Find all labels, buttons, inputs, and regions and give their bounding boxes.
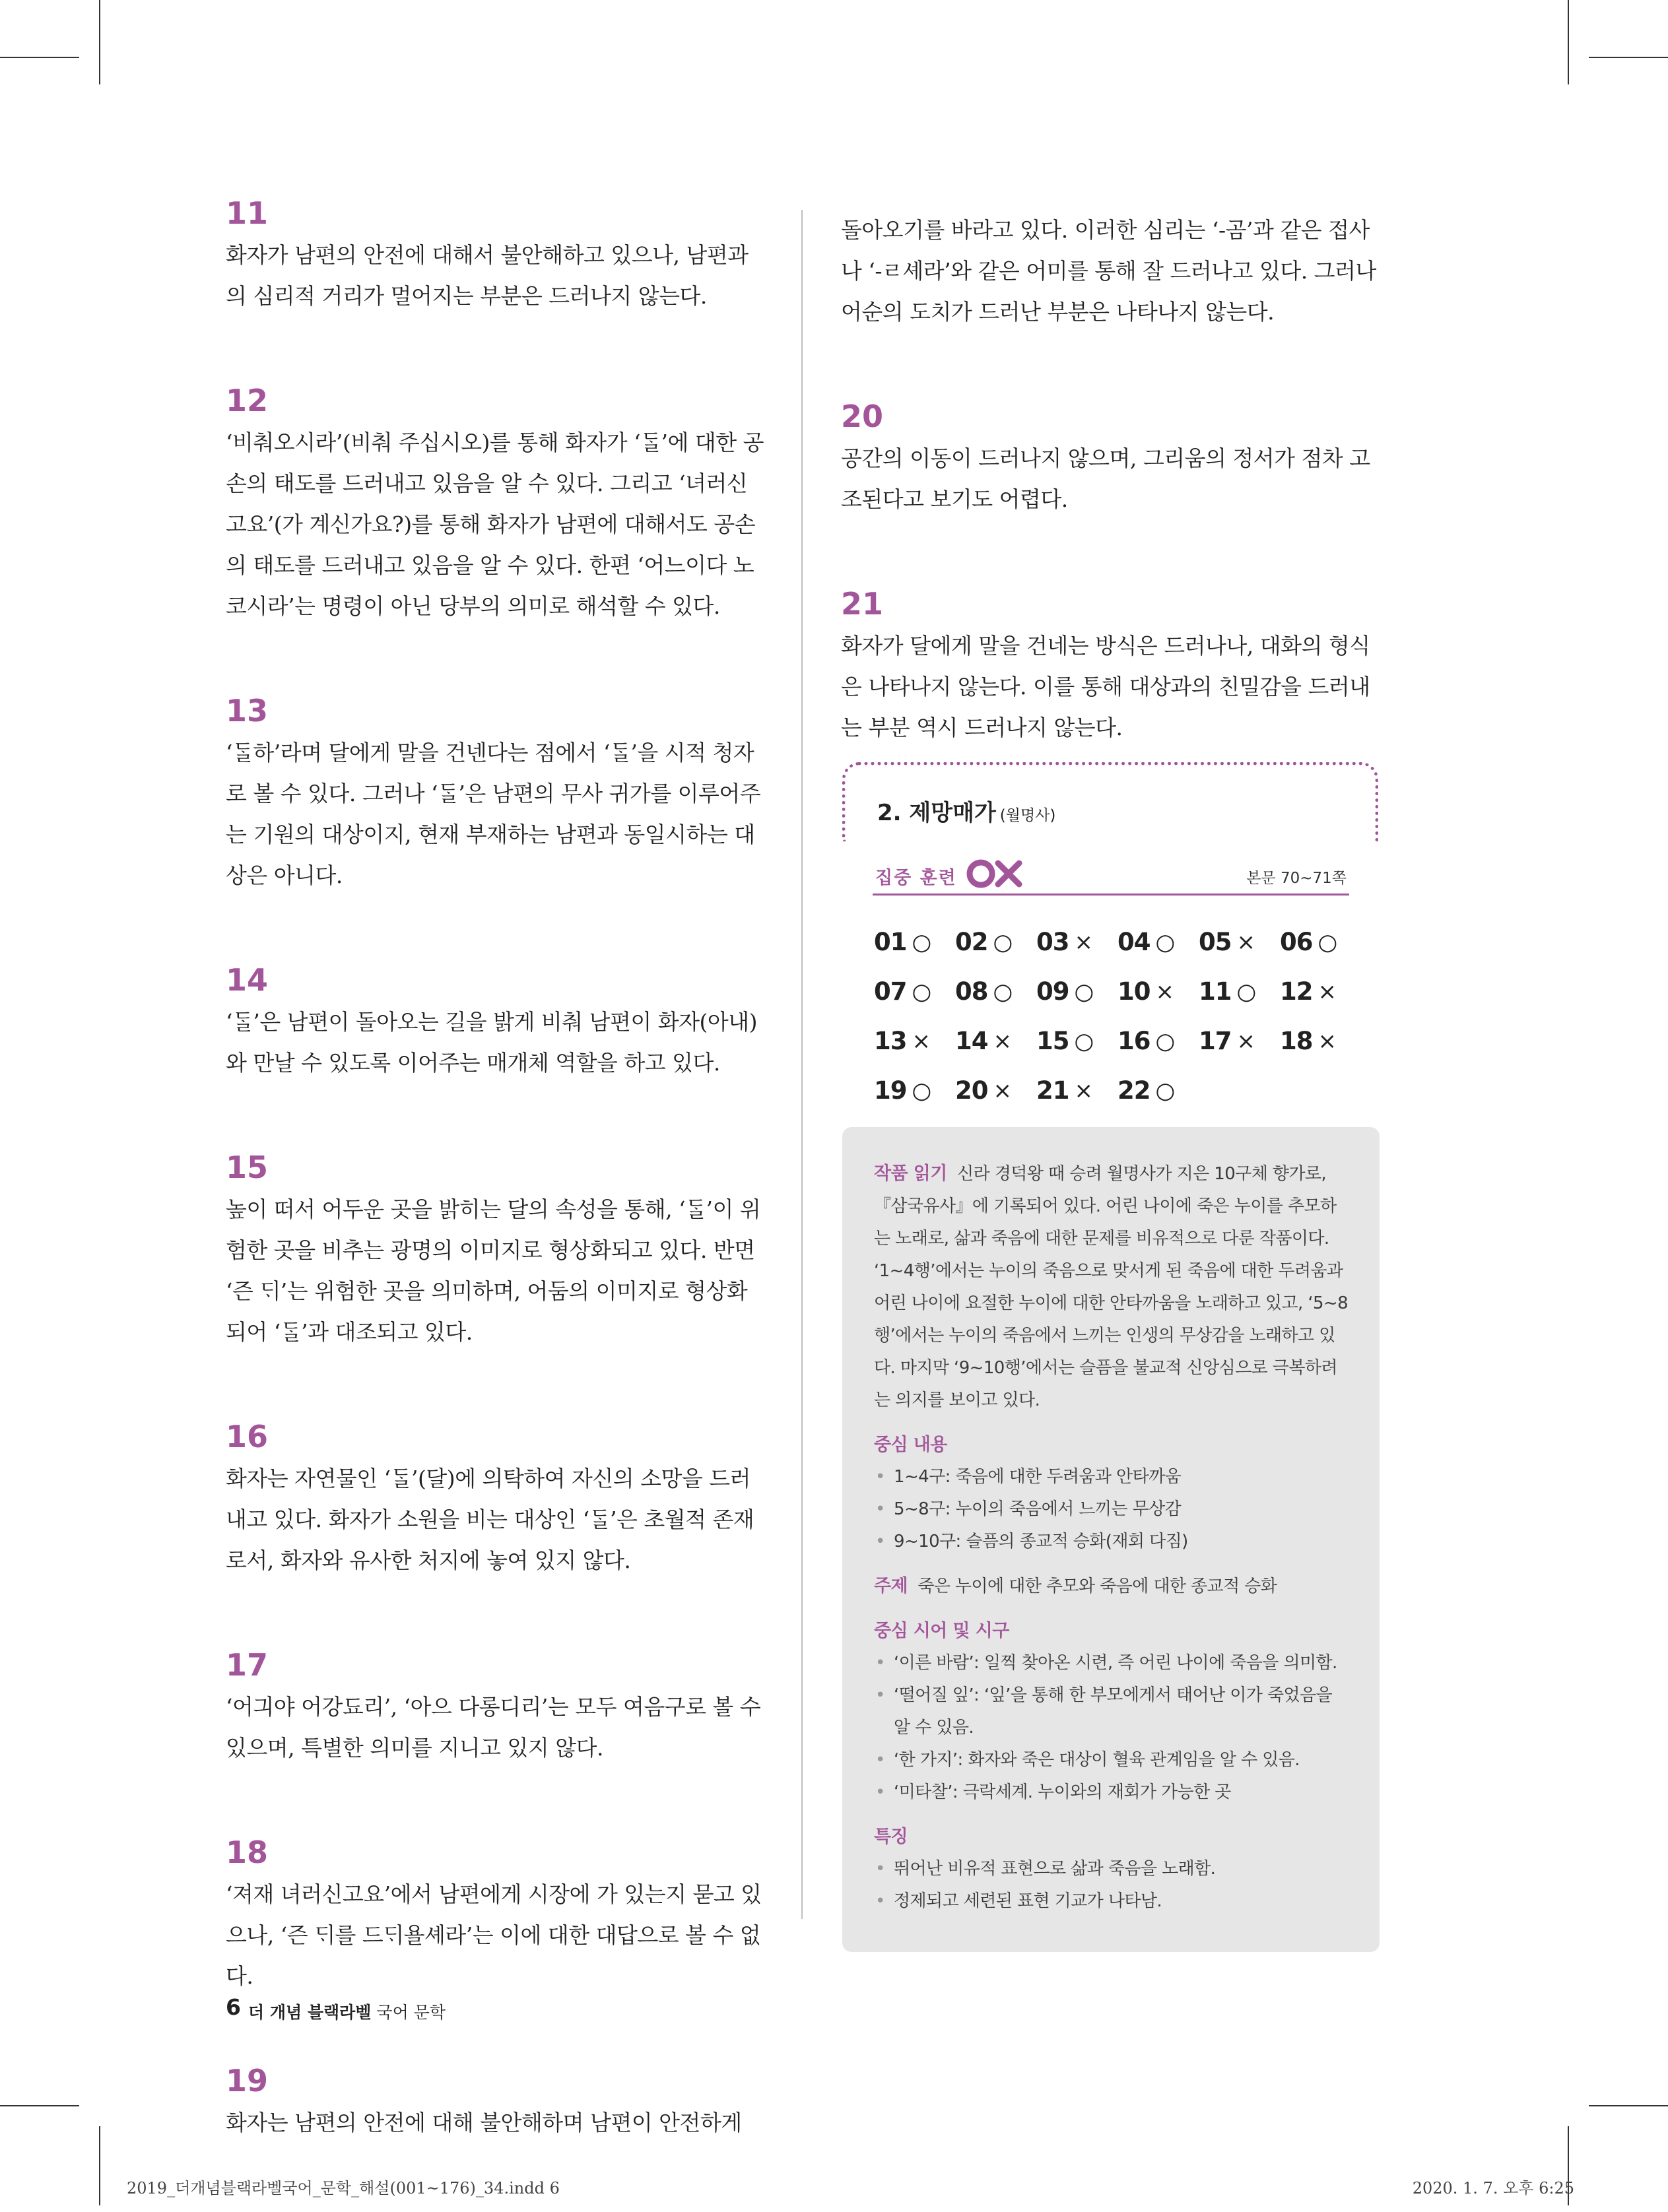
item-text: 화자가 남편의 안전에 대해서 불안해하고 있으나, 남편과 의 심리적 거리가 멀어지는 부분은 드러나지 않는다.: [226, 242, 749, 309]
feature-label: 특징: [874, 1827, 908, 1847]
features-section: [874, 1821, 1349, 1918]
ox-answer: [1036, 967, 1118, 1016]
core-content-section: [874, 1429, 1349, 1558]
ox-answer: [1118, 917, 1199, 967]
list-item: • 뛰어난 비유적 표현으로 삶과 죽음을 노래함.: [874, 1853, 1349, 1885]
book-title-rest: 국어 문학: [376, 2003, 446, 2022]
ox-answer-mark: ×: [993, 1077, 1012, 1104]
ox-page-ref: 본문 70~71쪽: [1246, 870, 1347, 887]
ox-answer-mark: ○: [912, 1077, 932, 1104]
answer-item: [226, 385, 766, 627]
reading-label: 작품 읽기: [874, 1163, 947, 1184]
ox-answer: [1118, 1016, 1199, 1066]
ox-answer-mark: ×: [1236, 928, 1255, 956]
ox-answer-row: [874, 1066, 1376, 1115]
answer-item: [226, 2063, 766, 2143]
ox-answer-mark: ×: [912, 1027, 931, 1055]
item-text: ‘ᄃᆞᆯ’은 남편이 돌아오는 길을 밝게 비춰 남편이 화자(아내)와 만날 수 있도록 이어주는 매개체 역할을 하고 있다.: [226, 1009, 757, 1076]
ox-answer: [1118, 967, 1199, 1016]
ox-answer: [1036, 1066, 1118, 1115]
ox-answer-mark: ○: [1074, 1027, 1094, 1055]
item-number: 18: [226, 1835, 269, 1870]
ox-answer-number: 06: [1280, 928, 1313, 956]
answer-item-continued: [841, 210, 1380, 333]
ox-answer: [1036, 1016, 1118, 1066]
crop-mark: [0, 57, 79, 58]
ox-answer-mark: ○: [993, 928, 1013, 956]
ox-answer-number: 10: [1118, 977, 1151, 1006]
theme-text: 죽은 누이에 대한 추모와 죽음에 대한 종교적 승화: [917, 1577, 1277, 1596]
item-number: 12: [226, 383, 269, 418]
ox-answer-mark: ×: [1318, 978, 1337, 1005]
ox-label: 집중 훈련: [875, 868, 957, 888]
answer-item: [226, 1647, 766, 1769]
left-column: [226, 195, 766, 2212]
ox-answer: [1199, 967, 1280, 1016]
item-text: 화자는 남편의 안전에 대해 불안해하며 남편이 안전하게: [226, 2110, 742, 2135]
list-item: • ‘미타찰’: 극락세계. 누이와의 재회가 가능한 곳: [874, 1776, 1349, 1809]
item-text: 화자는 자연물인 ‘ᄃᆞᆯ’(달)에 의탁하여 자신의 소망을 드러내고 있다. 화자가 소원을 비는 대상인 ‘ᄃᆞᆯ’은 초월적 존재로서, 화자와 유사한 처지에 놓여 있지 않다.: [226, 1466, 754, 1573]
work-header-box: [842, 762, 1378, 841]
book-title-bold: 더 개념 블랙라벨: [248, 2003, 372, 2022]
ox-answer: [955, 917, 1036, 967]
work-info-box: [842, 1127, 1380, 1952]
reading-paragraph: [874, 1157, 1349, 1417]
ox-answer: [955, 1066, 1036, 1115]
core-label: 중심 내용: [874, 1435, 947, 1455]
item-text: 공간의 이동이 드러나지 않으며, 그리움의 정서가 점차 고조된다고 보기도 어렵다.: [841, 445, 1370, 512]
item-text: ‘어긔야 어강됴리’, ‘아으 다롱디리’는 모두 여음구로 볼 수 있으며, 특별한 의미를 지니고 있지 않다.: [226, 1694, 761, 1761]
answer-item: [226, 962, 766, 1084]
crop-mark: [99, 0, 100, 84]
ox-answer-mark: ○: [993, 978, 1013, 1005]
poem-words-section: [874, 1615, 1349, 1809]
ox-answer: [955, 1016, 1036, 1066]
answer-item: [841, 586, 1380, 748]
crop-mark: [99, 2126, 100, 2205]
ox-answer-mark: ×: [1318, 1027, 1337, 1055]
ox-logo-icon: [965, 858, 1031, 890]
ox-answer-number: 15: [1036, 1027, 1069, 1055]
page-number: 6: [226, 1994, 241, 2020]
ox-answer-number: 22: [1118, 1076, 1151, 1105]
print-slug-date: 2020. 1. 7. 오후 6:25: [1412, 2179, 1574, 2197]
ox-answer: [1280, 967, 1361, 1016]
ox-answer-number: 04: [1118, 928, 1151, 956]
item-number: 19: [226, 2063, 269, 2098]
ox-answer-mark: ×: [1074, 1077, 1093, 1104]
list-item: • ‘떨어질 잎’: ‘잎’을 통해 한 부모에게서 태어난 이가 죽었음을 알 수 있음.: [874, 1679, 1349, 1744]
ox-answer-row: [874, 967, 1376, 1016]
list-item: • 정제되고 세련된 표현 기교가 나타남.: [874, 1885, 1349, 1918]
book-title: [248, 2000, 446, 2023]
ox-answer-number: 19: [874, 1076, 907, 1105]
poem-label: 중심 시어 및 시구: [874, 1621, 1009, 1641]
ox-answer-row: [874, 917, 1376, 967]
ox-answer: [874, 967, 955, 1016]
ox-answer-mark: ○: [912, 978, 932, 1005]
ox-answer-number: 01: [874, 928, 907, 956]
ox-answer: [1036, 917, 1118, 967]
list-item: • 9~10구: 슬픔의 종교적 승화(재회 다짐): [874, 1526, 1349, 1558]
answer-item: [226, 1152, 766, 1353]
list-item: • ‘한 가지’: 화자와 죽은 대상이 혈육 관계임을 알 수 있음.: [874, 1744, 1349, 1776]
item-number: 21: [841, 586, 884, 622]
crop-mark: [1568, 0, 1569, 84]
item-number: 20: [841, 399, 884, 434]
ox-answer-number: 12: [1280, 977, 1313, 1006]
item-text: 높이 떠서 어두운 곳을 밝히는 달의 속성을 통해, ‘ᄃᆞᆯ’이 위험한 곳을 비추는 광명의 이미지로 형상화되고 있다. 반면 ‘즌 ᄃᆡ’는 위험한 곳을 의미하며, 어둠의 이미지로 형상화되어 ‘ᄃᆞᆯ’과 대조되고 있다.: [226, 1196, 761, 1345]
ox-answer: [1280, 917, 1361, 967]
reading-text: 신라 경덕왕 때 승려 월명사가 지은 10구체 향가로, 『삼국유사』에 기록되어 있다. 어린 나이에 죽은 누이를 추모하는 노래로, 삶과 죽음에 대한 문제를 비유적으로 다룬 작품이다. ‘1~4행’에서는 누이의 죽음으로 맞서게 된 죽음에 대한 두려움과 어린 나이에 요절한 누이에 대한 안타까움을 노래하고 있고, ‘5~8행’에서는 누이의 죽음에서 느끼는 인생의 무상감을 노래하고 있다. 마지막 ‘9~10행’에서는 슬픔을 불교적 신앙심으로 극복하려는 의지를 보이고 있다.: [874, 1164, 1349, 1410]
item-text: ‘비춰오시라’(비춰 주십시오)를 통해 화자가 ‘ᄃᆞᆯ’에 대한 공손의 태도를 드러내고 있음을 알 수 있다. 그리고 ‘녀러신 고요’(가 계신가요?)를 통해 화자가 남편에 대해서도 공손의 태도를 드러내고 있음을 알 수 있다. 한편 ‘어느이다 노코시라’는 명령이 아닌 당부의 의미로 해석할 수 있다.: [226, 430, 764, 619]
ox-answer-grid: [874, 917, 1376, 1115]
ox-answer: [874, 917, 955, 967]
ox-answer-mark: ×: [993, 1027, 1012, 1055]
ox-answer: [874, 1016, 955, 1066]
item-number: 16: [226, 1419, 269, 1454]
print-slug-file: 2019_더개념블랙라벨국어_문학_해설(001~176)_34.indd 6: [127, 2179, 560, 2197]
ox-answer-number: 08: [955, 977, 988, 1006]
ox-answer-row: [874, 1016, 1376, 1066]
ox-logo-text: OX: [965, 858, 966, 859]
ox-answer: [1199, 1016, 1280, 1066]
ox-answer-number: 02: [955, 928, 988, 956]
ox-answer-mark: ○: [1318, 928, 1338, 956]
ox-answer-mark: ○: [1236, 978, 1257, 1005]
ox-answer-number: 05: [1199, 928, 1232, 956]
list-item: • 1~4구: 죽음에 대한 두려움과 안타까움: [874, 1461, 1349, 1493]
right-column: [841, 210, 1380, 817]
ox-answer-mark: ×: [1074, 928, 1093, 956]
item-text: 화자가 달에게 말을 건네는 방식은 드러나나, 대화의 형식은 나타나지 않는다. 이를 통해 대상과의 친밀감을 드러내는 부분 역시 드러나지 않는다.: [841, 633, 1370, 740]
answer-item: [226, 1837, 766, 1997]
item-text: ‘ᄃᆞᆯ하’라며 달에게 말을 건넨다는 점에서 ‘ᄃᆞᆯ’을 시적 청자로 볼 수 있다. 그러나 ‘ᄃᆞᆯ’은 남편의 무사 귀가를 이루어주는 기원의 대상이지, 현재 부재하는 남편과 동일시하는 대상은 아니다.: [226, 740, 761, 888]
ox-answer: [1199, 917, 1280, 967]
ox-answer-mark: ×: [1155, 978, 1174, 1005]
ox-answer: [955, 967, 1036, 1016]
ox-answer-number: 07: [874, 977, 907, 1006]
ox-answer-mark: ○: [1074, 978, 1094, 1005]
ox-answer: [874, 1066, 955, 1115]
answer-item: [226, 195, 766, 317]
ox-answer-number: 18: [1280, 1027, 1313, 1055]
crop-mark: [1589, 57, 1668, 58]
item-number: 17: [226, 1647, 269, 1683]
work-title-text: 2. 제망매가: [877, 800, 996, 826]
ox-answer-number: 09: [1036, 977, 1069, 1006]
item-number: 15: [226, 1150, 269, 1185]
ox-answer-mark: ×: [1236, 1027, 1255, 1055]
item-text: ‘져재 녀러신고요’에서 남편에게 시장에 가 있는지 묻고 있으나, ‘즌 ᄃᆡ를 드ᄃᆡ욜셰라’는 이에 대한 대답으로 볼 수 없다.: [226, 1881, 762, 1989]
item-text: 돌아오기를 바라고 있다. 이러한 심리는 ‘-곰’과 같은 접사나 ‘-ㄹ셰라’와 같은 어미를 통해 잘 드러나고 있다. 그러나 어순의 도치가 드러난 부분은 나타나지 않는다.: [841, 217, 1376, 325]
list-item: • ‘이른 바람’: 일찍 찾아온 시련, 즉 어린 나이에 죽음을 의미함.: [874, 1647, 1349, 1679]
ox-answer: [1280, 1016, 1361, 1066]
ox-answer-number: 16: [1118, 1027, 1151, 1055]
theme-paragraph: [874, 1570, 1349, 1603]
answer-item: [841, 401, 1380, 520]
ox-answer-number: 17: [1199, 1027, 1232, 1055]
answer-item: [226, 1421, 766, 1581]
item-number: 11: [226, 195, 269, 231]
item-number: 13: [226, 693, 269, 729]
answer-item: [226, 693, 766, 896]
crop-mark: [0, 2105, 79, 2106]
ox-answer-mark: ○: [1155, 928, 1176, 956]
work-author: (월명사): [999, 807, 1056, 824]
work-title: [877, 795, 1055, 827]
theme-label: 주제: [874, 1576, 908, 1596]
ox-answer-mark: ○: [1155, 1027, 1176, 1055]
column-divider: [801, 210, 803, 1919]
ox-answer-number: 20: [955, 1076, 988, 1105]
list-item: • 5~8구: 누이의 죽음에서 느끼는 무상감: [874, 1493, 1349, 1526]
item-number: 14: [226, 962, 269, 998]
ox-answer-number: 03: [1036, 928, 1069, 956]
ox-section-header: [873, 858, 1349, 895]
ox-answer: [1118, 1066, 1199, 1115]
crop-mark: [1589, 2105, 1668, 2106]
ox-answer-number: 11: [1199, 977, 1232, 1006]
ox-answer-mark: ○: [1155, 1077, 1176, 1104]
ox-answer-number: 14: [955, 1027, 988, 1055]
ox-answer-number: 13: [874, 1027, 907, 1055]
ox-answer-mark: ○: [912, 928, 932, 956]
ox-answer-number: 21: [1036, 1076, 1069, 1105]
